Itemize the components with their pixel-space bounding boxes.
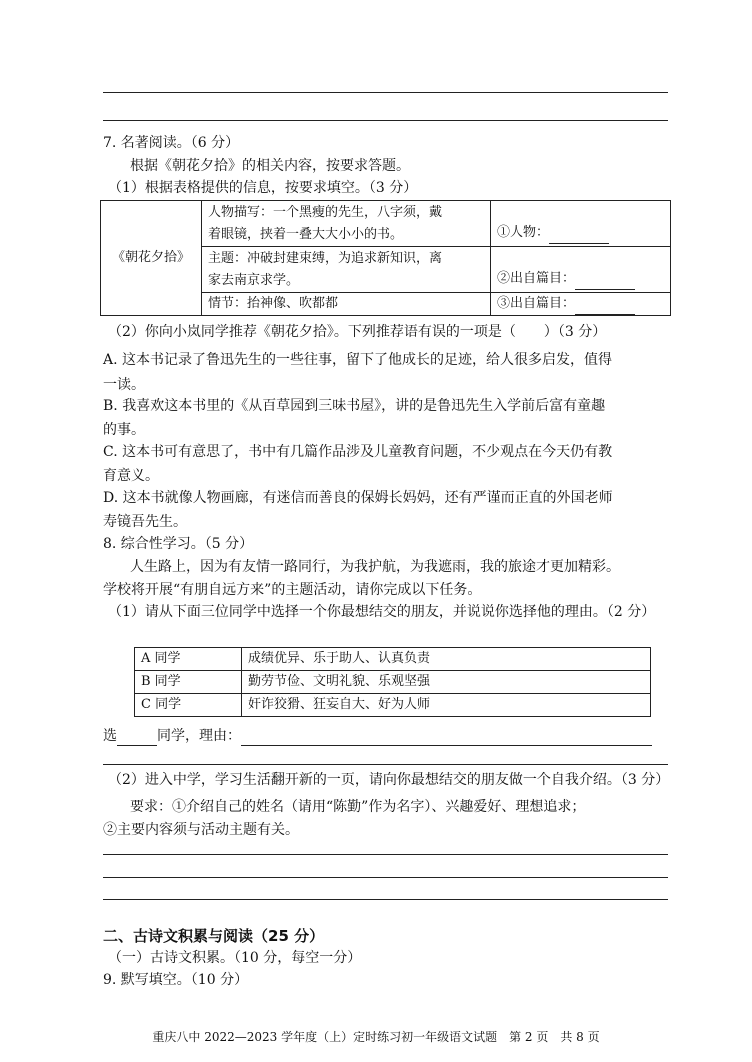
q7-title: 7. 名著阅读。（6 分） xyxy=(103,135,240,151)
choose-line: 选 同学，理由： xyxy=(103,726,652,746)
student-c-name: C 同学 xyxy=(135,694,242,717)
q8-title: 8. 综合性学习。（5 分） xyxy=(103,536,254,552)
answer-line xyxy=(103,764,668,765)
row1-desc: 人物描写：一个黑瘦的先生，八字须，戴 着眼镜，挟着一叠大大小小的书。 xyxy=(202,201,491,247)
answer-line xyxy=(103,120,668,121)
q7-info-table xyxy=(100,200,671,316)
answer-line xyxy=(103,877,668,878)
student-b-traits: 勤劳节俭、文明礼貌、乐观坚强 xyxy=(242,671,651,694)
section2-title: 二、古诗文积累与阅读（25 分） xyxy=(103,927,325,945)
answer-line xyxy=(103,854,668,855)
q8-sub2: （2）进入中学，学习生活翻开新的一页，请向你最想结交的朋友做一个自我介绍。（3 分） xyxy=(108,772,670,788)
option-c-l1[interactable]: C. 这本书可有意思了，书中有几篇作品涉及儿童教育问题，不少观点在今天仍有教 xyxy=(103,444,613,460)
page-footer: 重庆八中 2022—2023 学年度（上）定时练习初一年级语文试题 第 2 页 共 8 页 xyxy=(152,1030,600,1044)
option-a-l1[interactable]: A. 这本书记录了鲁迅先生的一些往事，留下了他成长的足迹，给人很多启发，值得 xyxy=(103,352,613,368)
q9-title: 9. 默写填空。（10 分） xyxy=(103,972,249,988)
reason-blank[interactable] xyxy=(241,729,652,746)
choose-blank[interactable] xyxy=(117,729,157,746)
student-a-traits: 成绩优异、乐于助人、认真负责 xyxy=(242,648,651,671)
student-c-traits: 奸诈狡猾、狂妄自大、好为人师 xyxy=(242,694,651,717)
q7-sub1: （1）根据表格提供的信息，按要求填空。（3 分） xyxy=(108,180,418,196)
student-a-name: A 同学 xyxy=(135,648,242,671)
q8-sub1: （1）请从下面三位同学中选择一个你最想结交的朋友，并说说你选择他的理由。（2 分） xyxy=(108,604,656,620)
row3-desc: 情节：抬神像、吹都都 xyxy=(202,293,491,316)
option-d-l1[interactable]: D. 这本书就像人物画廊，有迷信而善良的保姆长妈妈，还有严谨而正直的外国老师 xyxy=(103,490,613,506)
q8-intro-l1: 人生路上，因为有友情一路同行，为我护航，为我遮雨，我的旅途才更加精彩。 xyxy=(130,559,620,575)
row2-desc: 主题：冲破封建束缚，为追求新知识，离 家去南京求学。 xyxy=(202,247,491,293)
q7-sub2: （2）你向小岚同学推荐《朝花夕拾》。下列推荐语有误的一项是（ ）（3 分） xyxy=(108,324,607,340)
option-d-l2: 寿镜吾先生。 xyxy=(103,514,187,530)
q8-intro-l2: 学校将开展“有朋自远方来”的主题活动，请你完成以下任务。 xyxy=(103,582,482,598)
q8-req-l1: 要求：①介绍自己的姓名（请用“陈勤”作为名字）、兴趣爱好、理想追求； xyxy=(130,799,586,815)
option-b-l1[interactable]: B. 我喜欢这本书里的《从百草园到三味书屋》，讲的是鲁迅先生入学前后富有童趣 xyxy=(103,398,606,414)
row1-answer[interactable]: ①人物： xyxy=(491,201,671,247)
option-b-l2: 的事。 xyxy=(103,422,145,438)
student-b-name: B 同学 xyxy=(135,671,242,694)
row2-answer[interactable]: ②出自篇目： xyxy=(491,247,671,293)
answer-line xyxy=(103,899,668,900)
row3-answer[interactable]: ③出自篇目： xyxy=(491,293,671,316)
option-c-l2: 育意义。 xyxy=(103,468,159,484)
book-cell: 《朝花夕拾》 xyxy=(101,201,202,316)
q8-req-l2: ②主要内容须与活动主题有关。 xyxy=(103,822,299,838)
students-table xyxy=(134,647,651,717)
option-a-l2: 一读。 xyxy=(103,377,145,393)
section2-sub: （一）古诗文积累。（10 分，每空一分） xyxy=(108,950,362,966)
answer-line xyxy=(103,92,668,93)
q7-intro: 根据《朝花夕拾》的相关内容，按要求答题。 xyxy=(130,158,410,174)
